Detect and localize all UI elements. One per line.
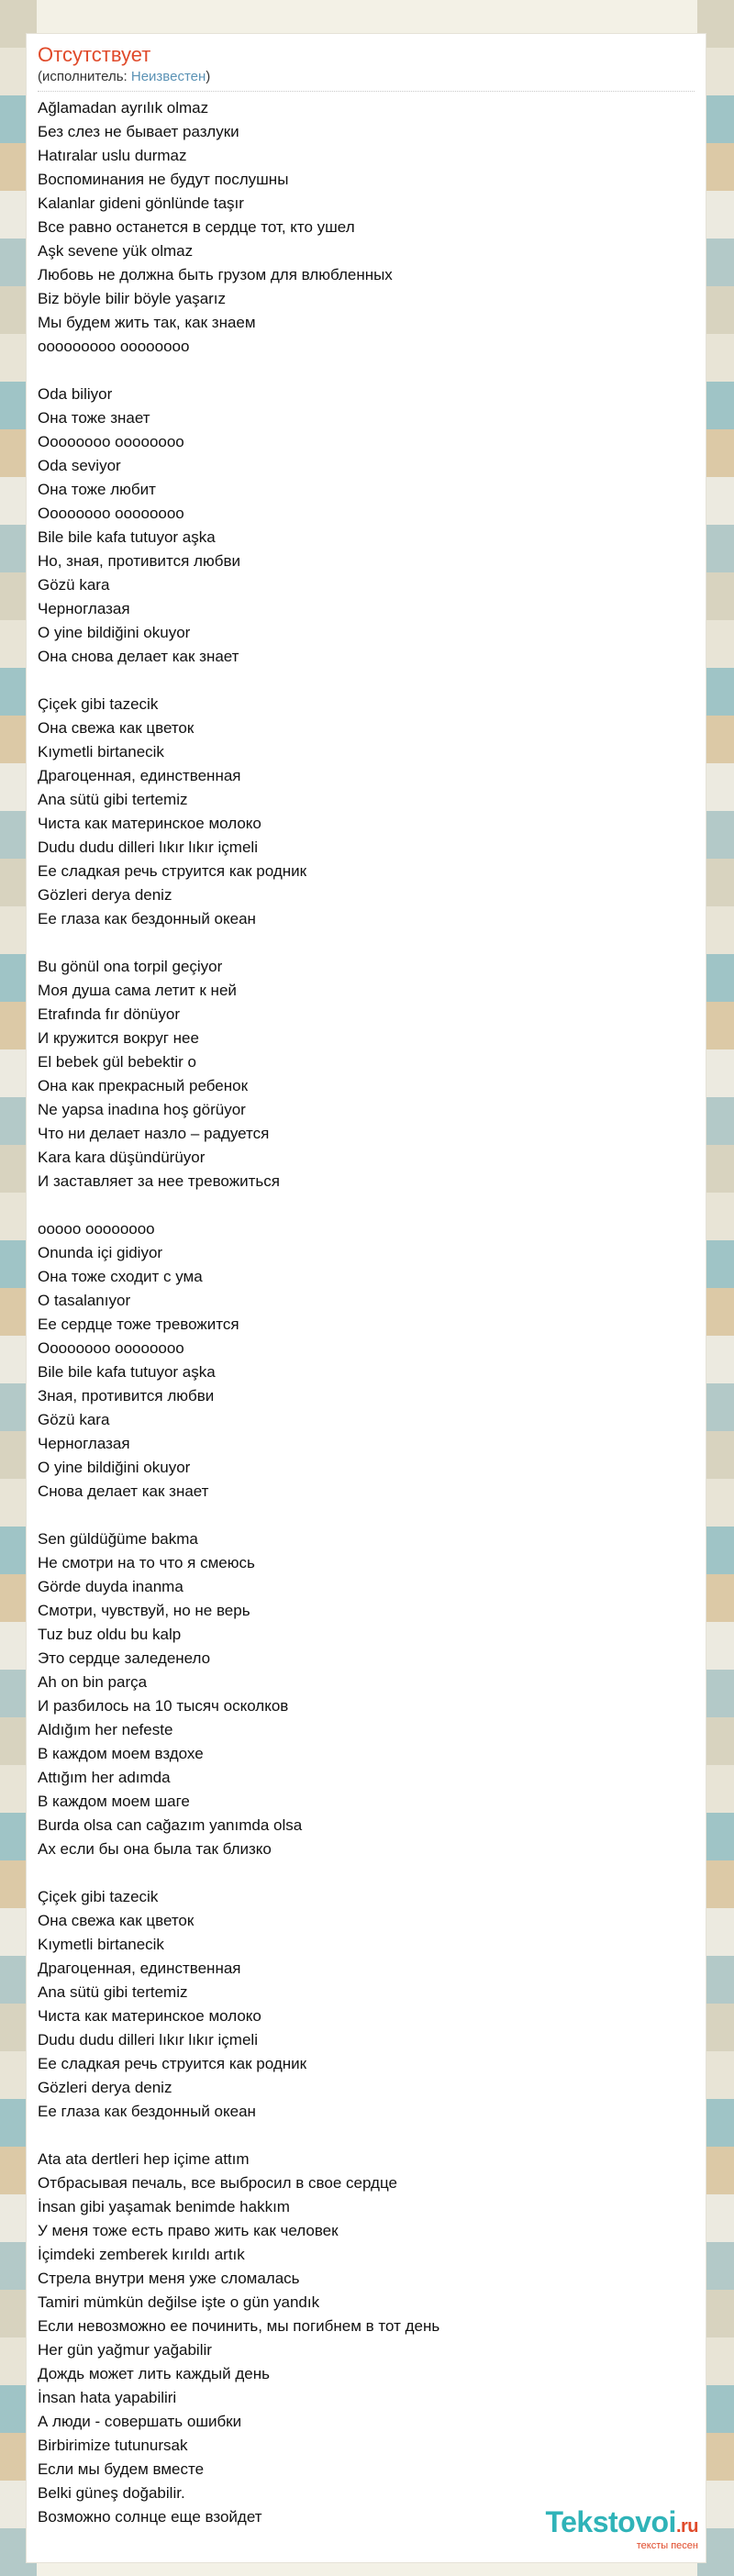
lyric-line: И заставляет за нее тревожиться — [38, 1172, 280, 1190]
lyric-line: Отбрасывая печаль, все выбросил в свое сердце — [38, 2174, 397, 2192]
lyric-line: Ее сердце тоже тревожится — [38, 1316, 239, 1333]
lyric-line: Tamiri mümkün değilse işte o gün yandık — [38, 2293, 320, 2311]
artist-link[interactable]: Неизвестен — [130, 69, 206, 84]
lyric-line: И кружится вокруг нее — [38, 1029, 199, 1047]
lyric-line: Oda biliyor — [38, 385, 113, 403]
lyric-line: Возможно солнце еще взойдет — [38, 2508, 262, 2526]
stanza-gap — [38, 1861, 695, 1885]
lyric-line: Она свежа как цветок — [38, 719, 195, 737]
lyric-line: Чиста как материнское молоко — [38, 2007, 261, 2025]
lyric-line: Она свежа как цветок — [38, 1912, 195, 1929]
stanza-gap — [38, 931, 695, 955]
lyric-line: Her gün yağmur yağabilir — [38, 2341, 212, 2359]
lyric-line: Она тоже любит — [38, 481, 156, 498]
lyric-line: Но, зная, противится любви — [38, 552, 240, 570]
lyric-line: Birbirimize tutunursak — [38, 2437, 188, 2454]
lyric-line: Чиста как материнское молоко — [38, 815, 261, 832]
lyric-line: ооооо оооооооо — [38, 1220, 155, 1238]
logo-tagline: тексты песен — [636, 2540, 698, 2551]
lyric-line: Она как прекрасный ребенок — [38, 1077, 249, 1094]
logo-name: Tekstovoi — [545, 2505, 676, 2538]
lyric-line: Это сердце заледенело — [38, 1649, 211, 1667]
lyric-line: Belki güneş doğabilir. — [38, 2484, 185, 2502]
lyric-line: Что ни делает назло – радуется — [38, 1125, 270, 1142]
lyric-line: А люди - совершать ошибки — [38, 2413, 242, 2430]
lyric-line: В каждом моем вздохе — [38, 1745, 204, 1762]
lyric-line: Kalanlar gideni gönlünde taşır — [38, 194, 244, 212]
stanza-gap — [38, 359, 695, 383]
lyric-line: Снова делает как знает — [38, 1482, 209, 1500]
header-divider — [38, 91, 695, 92]
lyric-line: Ana sütü gibi tertemiz — [38, 1983, 188, 2001]
lyric-line: Зная, противится любви — [38, 1387, 215, 1405]
lyrics-card — [26, 33, 706, 2563]
lyric-line: Ata ata dertleri hep içime attım — [38, 2150, 250, 2168]
stanza-gap — [38, 669, 695, 693]
song-artist-line — [38, 69, 695, 85]
stanza-gap — [38, 2124, 695, 2148]
stanza-gap — [38, 1194, 695, 1217]
lyric-line: Çiçek gibi tazecik — [38, 695, 159, 713]
lyric-line: Не смотри на то что я смеюсь — [38, 1554, 255, 1571]
lyric-line: Onunda içi gidiyor — [38, 1244, 163, 1261]
lyric-line: Если невозможно ее починить, мы погибнем в тот день — [38, 2317, 440, 2335]
lyric-line: Черноглазая — [38, 1435, 130, 1452]
lyric-line: Oda seviyor — [38, 457, 121, 474]
artist-prefix: (исполнитель: — [38, 69, 131, 84]
lyric-line: Драгоценная, единственная — [38, 767, 241, 784]
lyric-line: И разбилось на 10 тысяч осколков — [38, 1697, 289, 1715]
lyric-line: Kıymetli birtanecik — [38, 743, 164, 761]
lyric-line: Hatıralar uslu durmaz — [38, 147, 187, 164]
lyric-line: Любовь не должна быть грузом для влюбленных — [38, 266, 393, 283]
lyric-line: Çiçek gibi tazecik — [38, 1888, 159, 1905]
lyric-line: Görde duyda inanma — [38, 1578, 184, 1595]
lyric-line: Kara kara düşündürüyor — [38, 1149, 206, 1166]
lyric-line: Gözleri derya deniz — [38, 2079, 172, 2096]
lyric-line: Оооооооо оооооооо — [38, 433, 184, 450]
lyric-line: Смотри, чувствуй, но не верь — [38, 1602, 250, 1619]
lyric-line: Kıymetli birtanecik — [38, 1936, 164, 1953]
lyric-line: Gözü kara — [38, 576, 110, 594]
lyric-line: Attığım her adımda — [38, 1769, 171, 1786]
lyric-line: Aşk sevene yük olmaz — [38, 242, 194, 260]
lyric-line: Tuz buz oldu bu kalp — [38, 1626, 182, 1643]
lyric-line: Dudu dudu dilleri lıkır lıkır içmeli — [38, 838, 258, 856]
lyric-line: O yine bildiğini okuyor — [38, 1459, 191, 1476]
lyric-line: В каждом моем шаге — [38, 1793, 190, 1810]
lyric-line: Burda olsa can cağazım yanımda olsa — [38, 1816, 303, 1834]
lyric-line: Ее сладкая речь струится как родник — [38, 2055, 307, 2072]
lyric-line: Без слез не бывает разлуки — [38, 123, 239, 140]
lyric-line: Моя душа сама летит к ней — [38, 982, 237, 999]
lyric-line: Ah on bin parça — [38, 1673, 148, 1691]
lyric-line: El bebek gül bebektir o — [38, 1053, 196, 1071]
site-logo[interactable] — [545, 2506, 698, 2551]
lyric-line: Ağlamadan ayrılık olmaz — [38, 99, 209, 117]
song-header — [38, 43, 695, 92]
logo-tld: .ru — [675, 2516, 698, 2537]
lyric-line: Ne yapsa inadına hoş görüyor — [38, 1101, 246, 1118]
lyric-line: Она тоже сходит с ума — [38, 1268, 203, 1285]
lyric-line: O yine bildiğini okuyor — [38, 624, 191, 641]
lyric-line: Bu gönül ona torpil geçiyor — [38, 958, 223, 975]
lyric-line: Оооооооо оооооооо — [38, 505, 184, 522]
lyric-line: Она тоже знает — [38, 409, 150, 427]
logo-wordmark — [545, 2506, 698, 2542]
lyric-line: Оооооооо оооооооо — [38, 1339, 184, 1357]
lyric-line: Aldığım her nefeste — [38, 1721, 173, 1738]
lyric-line: Dudu dudu dilleri lıkır lıkır içmeli — [38, 2031, 258, 2049]
lyric-line: Ах если бы она была так близко — [38, 1840, 272, 1858]
lyric-line: İçimdeki zemberek kırıldı artık — [38, 2246, 245, 2263]
lyric-line: Мы будем жить так, как знаем — [38, 314, 256, 331]
lyric-line: Ana sütü gibi tertemiz — [38, 791, 188, 808]
song-title: Отсутствует — [38, 43, 151, 66]
lyric-line: Воспоминания не будут послушны — [38, 171, 289, 188]
lyric-line: Ее сладкая речь струится как родник — [38, 862, 307, 880]
lyric-line: Ее глаза как бездонный океан — [38, 910, 256, 927]
artist-suffix: ) — [206, 69, 211, 84]
lyric-line: Черноглазая — [38, 600, 130, 617]
lyric-line: Biz böyle bilir böyle yaşarız — [38, 290, 227, 307]
lyric-line: İnsan gibi yaşamak benimde hakkım — [38, 2198, 290, 2215]
lyric-line: Etrafında fır dönüyor — [38, 1005, 180, 1023]
stanza-gap — [38, 1504, 695, 1527]
lyric-line: O tasalanıyor — [38, 1292, 131, 1309]
lyric-line: Дождь может лить каждый день — [38, 2365, 270, 2382]
lyric-line: Gözleri derya deniz — [38, 886, 172, 904]
lyrics-text — [38, 96, 695, 2529]
lyric-line: İnsan hata yapabiliri — [38, 2389, 177, 2406]
lyric-line: Если мы будем вместе — [38, 2460, 205, 2478]
lyric-line: ооооооооо оооооооо — [38, 338, 190, 355]
lyric-line: Bile bile kafa tutuyor aşka — [38, 528, 216, 546]
lyric-line: Ее глаза как бездонный океан — [38, 2103, 256, 2120]
lyric-line: Gözü kara — [38, 1411, 110, 1428]
lyric-line: Драгоценная, единственная — [38, 1960, 241, 1977]
lyric-line: Все равно останется в сердце тот, кто ушел — [38, 218, 355, 236]
lyric-line: Стрела внутри меня уже сломалась — [38, 2270, 300, 2287]
lyric-line: Sen güldüğüme bakma — [38, 1530, 198, 1548]
lyric-line: У меня тоже есть право жить как человек — [38, 2222, 339, 2239]
lyric-line: Она снова делает как знает — [38, 648, 239, 665]
lyric-line: Bile bile kafa tutuyor aşka — [38, 1363, 216, 1381]
